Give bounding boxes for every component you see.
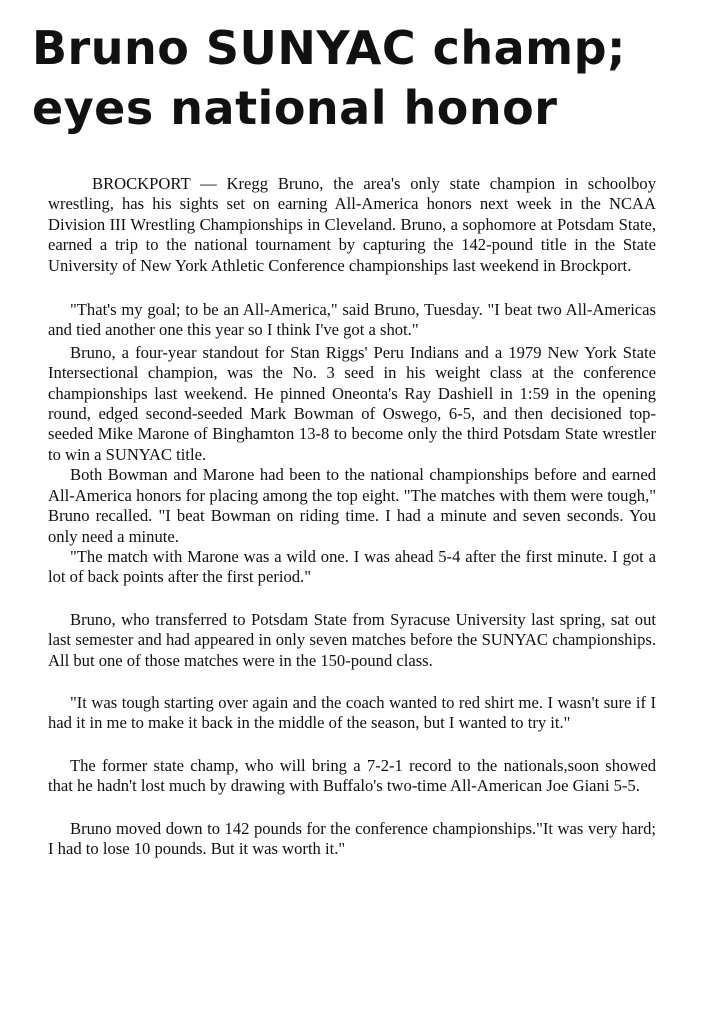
article-paragraph: Both Bowman and Marone had been to the national championships before and earned All-America honors for placing among the top eight. "The matches with them were tough," Bruno recalled. "I beat Bowman on riding time. I had a minute and seven seconds. You only need a minute. [48, 465, 656, 546]
article-paragraph: The former state champ, who will bring a 7-2-1 record to the nationals,soon showed that he hadn't lost much by drawing with Buffalo's two-time All-American Joe Giani 5-5. [48, 755, 656, 796]
article-paragraph: Bruno, who transferred to Potsdam State from Syracuse University last spring, sat out last semester and had appeared in only seven matches before the SUNYAC championships. All but one of those matches were in the 150-pound class. [48, 609, 656, 670]
article-paragraph: Bruno, a four-year standout for Stan Riggs' Peru Indians and a 1979 New York State Intersectional champion, was the No. 3 seed in his weight class at the conference championships last weekend. He pinned Oneonta's Ray Dashiell in 1:59 in the opening round, edged second-seeded Mark Bowman of Oswego, 6-5, and then decisioned top-seeded Mike Marone of Binghamton 13-8 to become only the third Potsdam State wrestler to win a SUNYAC title. [48, 342, 656, 464]
article-paragraph: "The match with Marone was a wild one. I was ahead 5-4 after the first minute. I got a lot of back points after the first period." [48, 546, 656, 587]
headline-line-1: Bruno SUNYAC champ; [32, 21, 626, 75]
article-paragraph-lead: BROCKPORT — Kregg Bruno, the area's only state champion in schoolboy wrestling, has his sights set on earning All-America honors next week in the NCAA Division III Wrestling Championships in Cleveland. Bruno, a sophomore at Potsdam State, earned a trip to the national tournament by capturing the 142-pound title in the State University of New York Athletic Conference championships last weekend in Brockport. [48, 174, 656, 275]
article-paragraph: "That's my goal; to be an All-America," said Bruno, Tuesday. "I beat two All-Americas and tied another one this year so I think I've got a shot." [48, 300, 656, 340]
article-paragraph: Bruno moved down to 142 pounds for the conference championships."It was very hard; I had to lose 10 pounds. But it was worth it." [48, 818, 656, 858]
article-body [48, 174, 656, 859]
article-paragraph: "It was tough starting over again and the coach wanted to red shirt me. I wasn't sure if I had it in me to make it back in the middle of the season, but I wanted to try it." [48, 692, 656, 733]
headline [32, 18, 712, 138]
headline-line-2: eyes national honor [32, 81, 558, 135]
